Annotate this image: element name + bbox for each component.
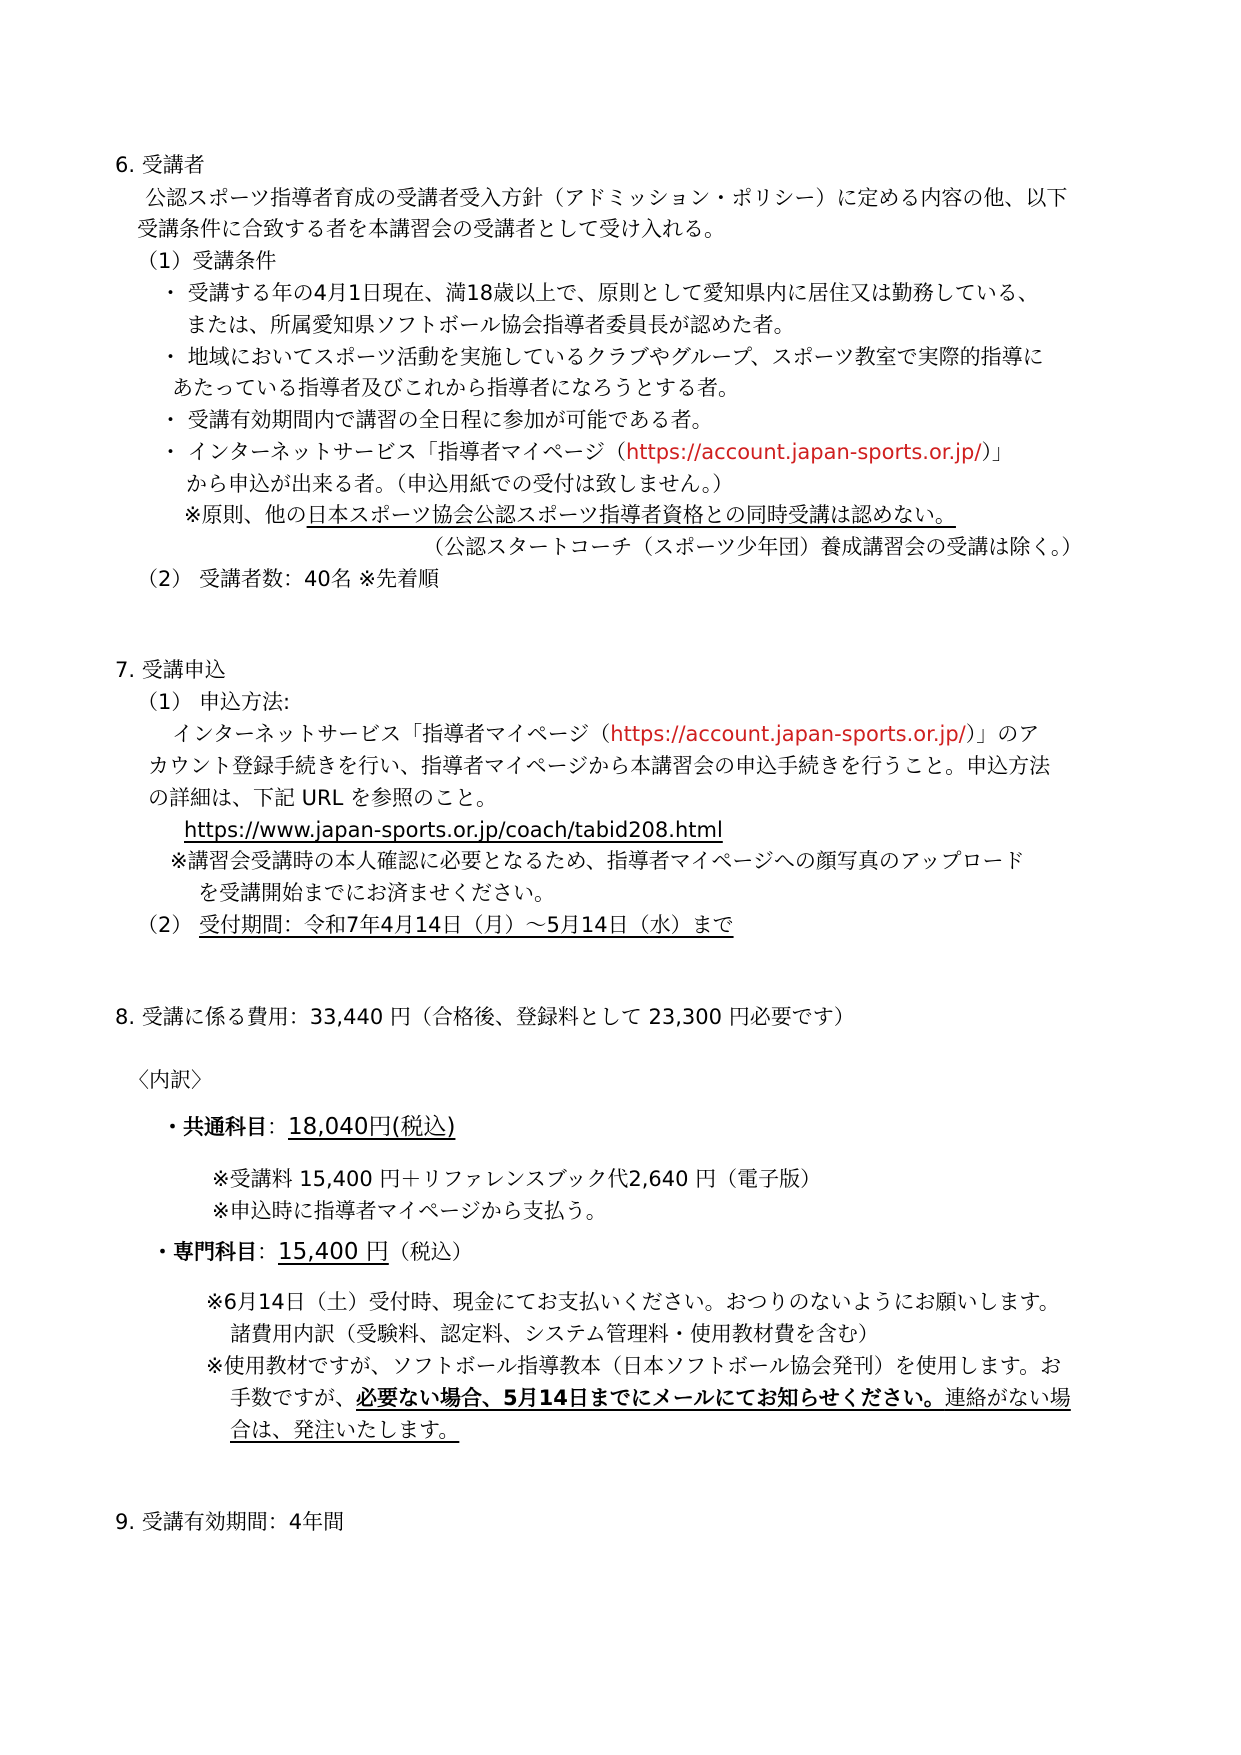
- condition-4-line1: [160, 437, 1013, 467]
- specialized-note-5: 合は、発注いたします。: [230, 1418, 460, 1442]
- photo-note-line2: を受講開始までにお済ませください。: [198, 881, 555, 905]
- mypage-link[interactable]: https://account.japan-sports.or.jp/: [625, 440, 982, 464]
- section-6-heading: 6. 受講者: [115, 153, 205, 177]
- common-subjects-sep: ：: [267, 1115, 288, 1139]
- specialized-subjects-amount: 15,400 円: [278, 1239, 389, 1265]
- mypage-link-2[interactable]: https://account.japan-sports.or.jp/: [610, 722, 966, 746]
- application-method-line1: [172, 719, 1039, 749]
- section-7-heading: 7. 受講申込: [115, 658, 226, 682]
- specialized-subjects-sep: ：: [257, 1240, 278, 1264]
- specialized-subjects-label: 専門科目: [173, 1240, 257, 1264]
- condition-2-line2: あたっている指導者及びこれから指導者になろうとする者。: [172, 376, 739, 400]
- application-method-line3: の詳細は、下記 URL を参照のこと。: [148, 786, 498, 810]
- application-period-value: 受付期間：令和7年4月14日（月）～5月14日（水）まで: [199, 913, 734, 937]
- photo-note-line1: ※講習会受講時の本人確認に必要となるため、指導者マイページへの顔写真のアップロード: [170, 849, 1025, 873]
- specialized-note-4-bold: 必要ない場合、5月14日までにメールにてお知らせください。: [356, 1386, 945, 1410]
- jspo-coach-url-link[interactable]: https://www.japan-sports.or.jp/coach/tabid208.html: [184, 818, 723, 842]
- specialized-subjects-row: [152, 1237, 473, 1267]
- specialized-subjects-tax: （税込）: [388, 1240, 473, 1264]
- participant-count: （2） 受講者数：40名 ※先着順: [137, 567, 440, 591]
- common-note-2: ※申込時に指導者マイページから支払う。: [212, 1199, 607, 1223]
- section-6-intro-line1: 公認スポーツ指導者育成の受講者受入方針（アドミッション・ポリシー）に定める内容の他、以下: [145, 186, 1068, 210]
- application-period-label: （2）: [137, 913, 200, 937]
- exclusion-note: [184, 500, 956, 530]
- specialized-note-4: [230, 1383, 1071, 1413]
- application-method-label: （1） 申込方法:: [137, 690, 291, 714]
- specialized-note-4-prefix: 手数ですが、: [230, 1386, 356, 1410]
- section-9-heading: 9. 受講有効期間：4年間: [115, 1510, 345, 1534]
- application-method-line2: カウント登録手続きを行い、指導者マイページから本講習会の申込手続きを行うこと。申込方法: [148, 754, 1051, 778]
- specialized-note-2: 諸費用内訳（受験料、認定料、システム管理料・使用教材費を含む）: [230, 1322, 879, 1346]
- exclusion-note-underlined: 日本スポーツ協会公認スポーツ指導者資格との同時受講は認めない。: [306, 503, 956, 527]
- application-method-prefix: インターネットサービス「指導者マイページ（: [172, 722, 611, 746]
- condition-3: ・ 受講有効期間内で講習の全日程に参加が可能である者。: [160, 408, 713, 432]
- condition-2-line1: ・ 地域においてスポーツ活動を実施しているクラブやグループ、スポーツ教室で実際的指導に: [160, 345, 1044, 369]
- common-subjects-amount: 18,040円(税込): [288, 1114, 456, 1140]
- section-8-heading: 8. 受講に係る費用：33,440 円（合格後、登録料として 23,300 円必要です）: [115, 1005, 855, 1029]
- breakdown-label: 〈内訳〉: [128, 1068, 212, 1092]
- condition-1-line2: または、所属愛知県ソフトボール協会指導者委員長が認めた者。: [186, 313, 795, 337]
- common-note-1: ※受講料 15,400 円＋リファレンスブック代2,640 円（電子版）: [212, 1167, 822, 1191]
- conditions-title: （1）受講条件: [137, 249, 277, 273]
- condition-4-prefix: ・ インターネットサービス「指導者マイページ（: [160, 440, 626, 464]
- condition-1-line1: ・ 受講する年の4月1日現在、満18歳以上で、原則として愛知県内に居住又は勤務している、: [160, 281, 1039, 305]
- application-method-suffix: ）」のア: [965, 722, 1040, 746]
- exclusion-note-exception: （公認スタートコーチ（スポーツ少年団）養成講習会の受講は除く。）: [423, 535, 1083, 559]
- section-6-intro-line2: 受講条件に合致する者を本講習会の受講者として受け入れる。: [137, 217, 725, 241]
- common-subjects-label: 共通科目: [183, 1115, 267, 1139]
- specialized-note-1: ※6月14日（土）受付時、現金にてお支払いください。おつりのないようにお願いします。: [206, 1290, 1060, 1314]
- exclusion-note-prefix: ※原則、他の: [184, 503, 307, 527]
- specialized-subjects-bullet: ・: [152, 1240, 173, 1264]
- application-period: [137, 910, 734, 940]
- condition-4-suffix: ）」: [981, 440, 1013, 464]
- common-subjects-bullet: ・: [162, 1115, 183, 1139]
- specialized-note-4-suffix: 連絡がない場: [944, 1386, 1071, 1410]
- specialized-note-3: ※使用教材ですが、ソフトボール指導教本（日本ソフトボール協会発刊）を使用します。お: [206, 1354, 1062, 1378]
- common-subjects-row: [162, 1112, 455, 1142]
- condition-4-line2: から申込が出来る者。（申込用紙での受付は致しません。）: [186, 472, 734, 496]
